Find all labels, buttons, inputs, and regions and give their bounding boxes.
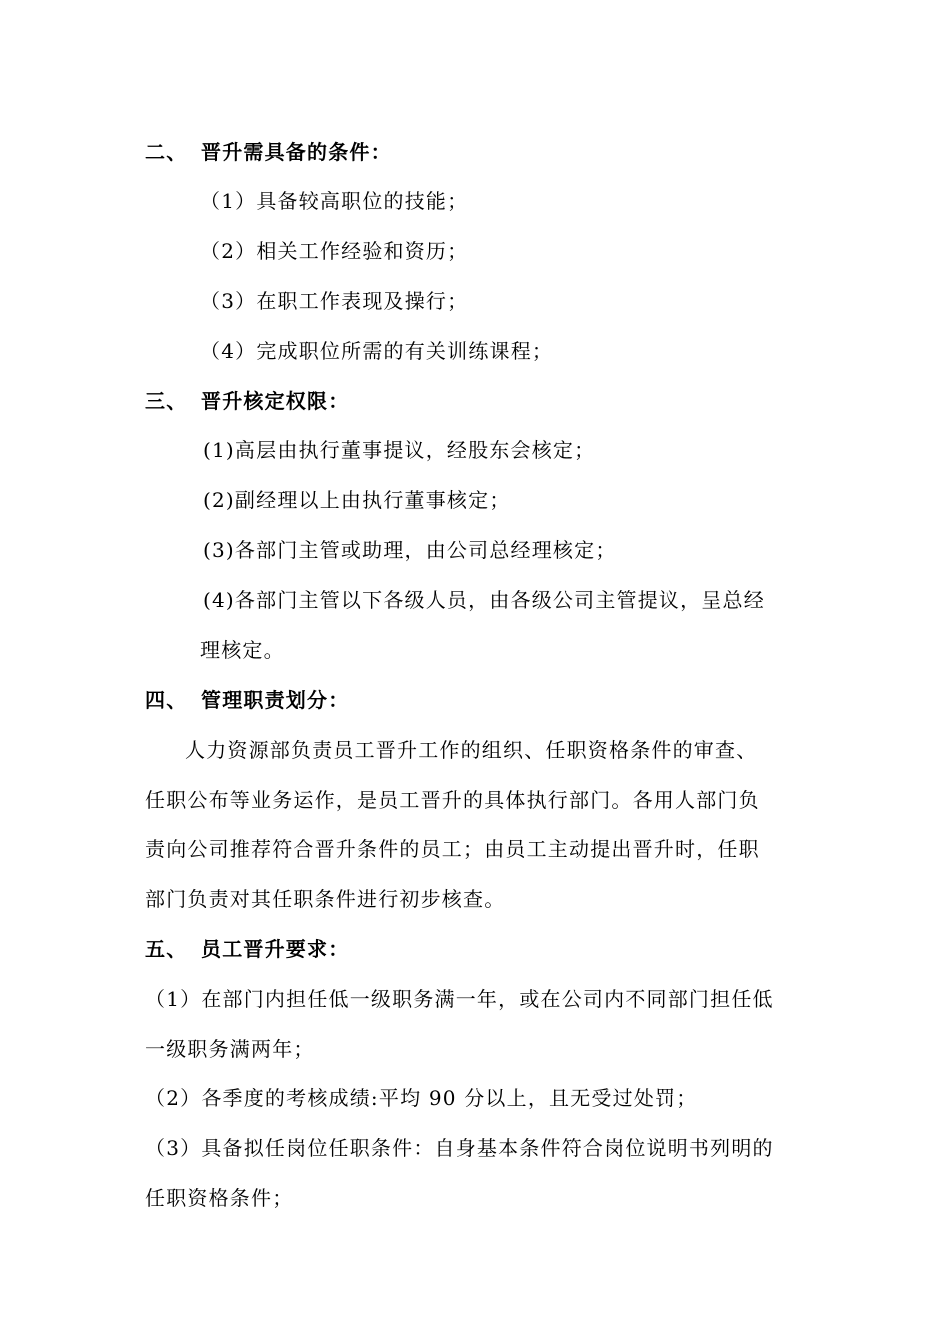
paragraph-line: 责向公司推荐符合晋升条件的员工；由员工主动提出晋升时，任职 bbox=[145, 837, 760, 861]
paragraph-line: 部门负责对其任职条件进行初步核查。 bbox=[145, 887, 506, 911]
section-heading-3 bbox=[145, 387, 349, 415]
section-heading-2 bbox=[145, 138, 392, 166]
list-item: （2）相关工作经验和资历； bbox=[200, 239, 469, 263]
list-item: (3)各部门主管或助理，由公司总经理核定； bbox=[203, 538, 617, 562]
section-number: 五、 bbox=[145, 937, 188, 961]
list-item-continued: 任职资格条件； bbox=[145, 1186, 294, 1210]
list-item: （1）在部门内担任低一级职务满一年，或在公司内不同部门担任低 bbox=[145, 987, 774, 1011]
list-item-continued: 理核定。 bbox=[200, 638, 285, 662]
section-heading-5 bbox=[145, 935, 349, 963]
list-item: （1）具备较高职位的技能； bbox=[200, 189, 469, 213]
section-number: 三、 bbox=[145, 389, 188, 413]
list-item: （3）在职工作表现及操行； bbox=[200, 289, 469, 313]
list-item: (2)副经理以上由执行董事核定； bbox=[203, 488, 511, 512]
list-item: （2）各季度的考核成绩:平均 90 分以上，且无受过处罚； bbox=[145, 1086, 698, 1110]
section-title: 晋升需具备的条件： bbox=[201, 140, 392, 164]
paragraph-line: 人力资源部负责员工晋升工作的组织、任职资格条件的审查、 bbox=[185, 738, 758, 762]
section-heading-4 bbox=[145, 686, 349, 714]
section-number: 二、 bbox=[145, 140, 188, 164]
list-item: (4)各部门主管以下各级人员，由各级公司主管提议，呈总经 bbox=[203, 588, 765, 612]
section-title: 员工晋升要求： bbox=[201, 937, 350, 961]
list-item: (1)高层由执行董事提议，经股东会核定； bbox=[203, 438, 596, 462]
list-item: （3）具备拟任岗位任职条件：自身基本条件符合岗位说明书列明的 bbox=[145, 1136, 774, 1160]
list-item: （4）完成职位所需的有关训练课程； bbox=[200, 339, 554, 363]
section-number: 四、 bbox=[145, 688, 188, 712]
section-title: 管理职责划分： bbox=[201, 688, 350, 712]
list-item-continued: 一级职务满两年； bbox=[145, 1037, 315, 1061]
section-title: 晋升核定权限： bbox=[201, 389, 350, 413]
paragraph-line: 任职公布等业务运作，是员工晋升的具体执行部门。各用人部门负 bbox=[145, 788, 760, 812]
